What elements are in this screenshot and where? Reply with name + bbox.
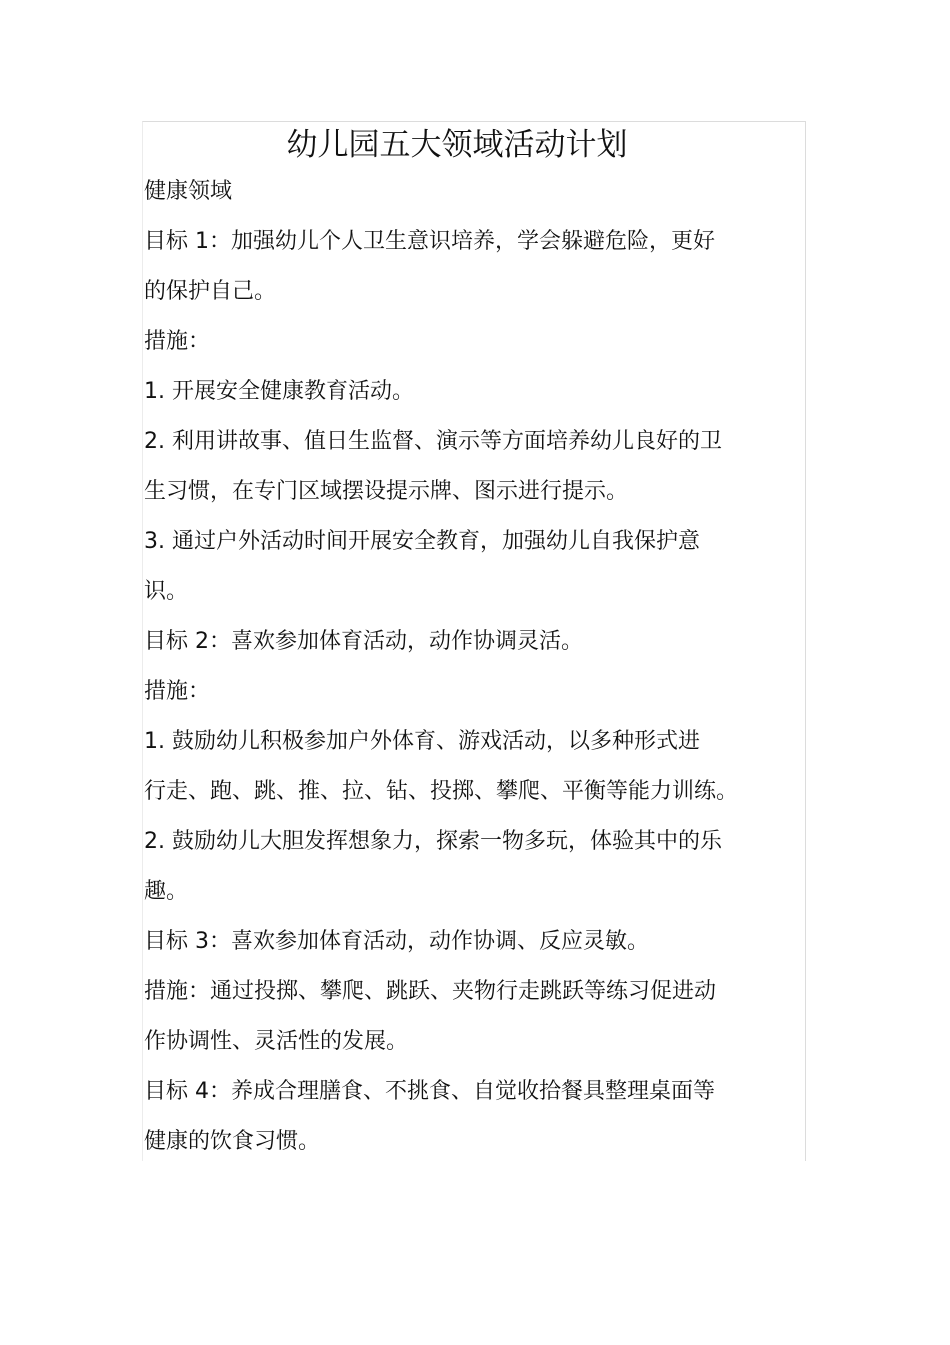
measures-label: 措施： [144,329,211,354]
document-title: 幼儿园五大领域活动计划 [286,127,628,163]
measure-item: 2. 鼓励幼儿大胆发挥想象力，探索一物多玩，体验其中的乐 [144,829,722,854]
measure-item-continued: 趣。 [144,879,189,904]
goal-4-line-1: 目标 4：养成合理膳食、不挑食、自觉收拾餐具整理桌面等 [144,1079,715,1104]
measures-line-continued: 作协调性、灵活性的发展。 [144,1029,409,1054]
measure-item-continued: 识。 [144,579,189,604]
goal-3: 目标 3：喜欢参加体育活动，动作协调、反应灵敏。 [144,929,649,954]
document-body [144,167,784,1167]
goal-4-line-2: 健康的饮食习惯。 [144,1129,321,1154]
measures-line: 措施：通过投掷、攀爬、跳跃、夹物行走跳跃等练习促进动 [144,979,717,1004]
measure-item-continued: 生习惯，在专门区域摆设提示牌、图示进行提示。 [144,479,629,504]
goal-1-line-1: 目标 1：加强幼儿个人卫生意识培养，学会躲避危险，更好 [144,229,715,254]
measures-label: 措施： [144,679,211,704]
measure-item: 1. 开展安全健康教育活动。 [144,379,414,404]
measure-item: 2. 利用讲故事、值日生监督、演示等方面培养幼儿良好的卫 [144,429,722,454]
goal-1-line-2: 的保护自己。 [144,279,277,304]
goal-2: 目标 2：喜欢参加体育活动，动作协调灵活。 [144,629,583,654]
measure-item-continued: 行走、跑、跳、推、拉、钻、投掷、攀爬、平衡等能力训练。 [144,779,739,804]
measure-item: 3. 通过户外活动时间开展安全教育，加强幼儿自我保护意 [144,529,700,554]
measure-item: 1. 鼓励幼儿积极参加户外体育、游戏活动，以多种形式进 [144,729,700,754]
section-heading-health: 健康领域 [144,179,233,204]
